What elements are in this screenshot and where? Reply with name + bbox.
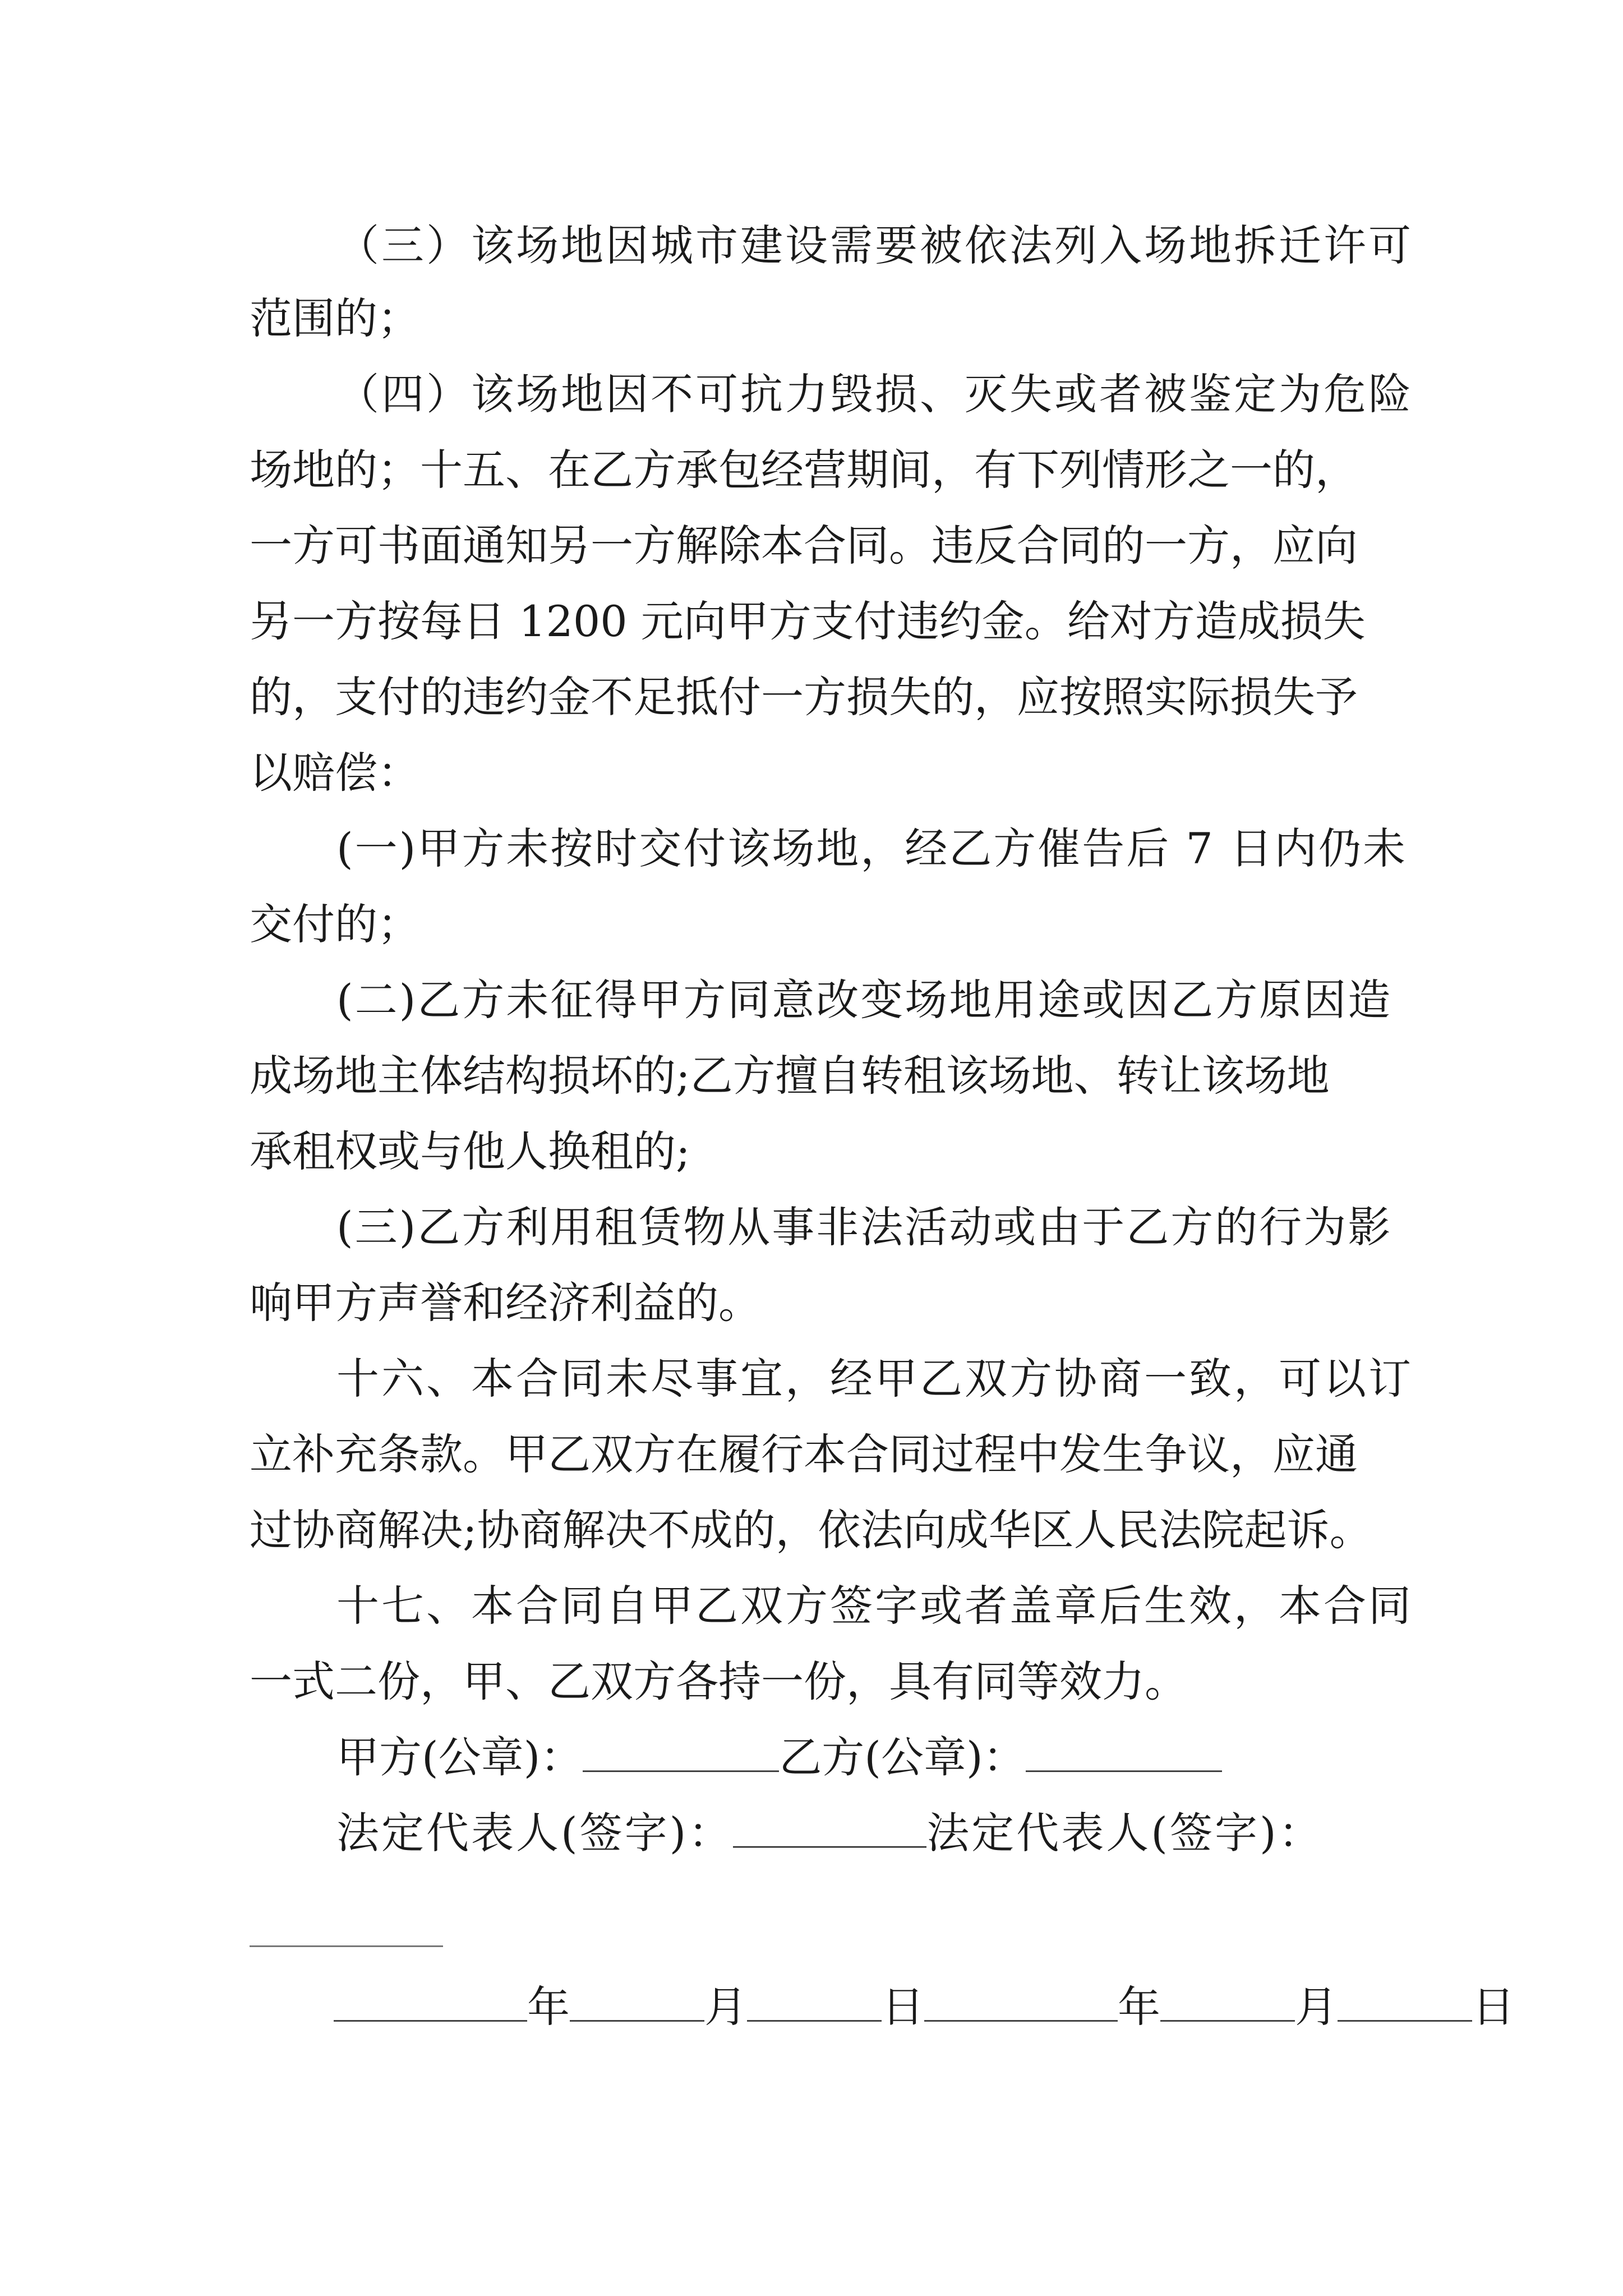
rep-b-blank — [250, 1945, 443, 1947]
paragraph-line: 过协商解决;协商解决不成的，依法向成华区人民法院起诉。 — [250, 1505, 1372, 1555]
paragraph-line: （四）该场地因不可抗力毁损、灭失或者被鉴定为危险 — [336, 369, 1413, 419]
paragraph-line: (三)乙方利用租赁物从事非法活动或由于乙方的行为影 — [336, 1202, 1393, 1252]
date-b-year-blank — [924, 2014, 1118, 2022]
paragraph-line: 另一方按每日 1200 元向甲方支付违约金。给对方造成损失 — [250, 596, 1366, 646]
date-b-day-blank — [1338, 2014, 1472, 2022]
paragraph-line: 范围的； — [250, 293, 420, 343]
date-a-day-label: 日 — [882, 1982, 924, 2032]
date-b-year-label: 年 — [1118, 1982, 1160, 2032]
date-a-month-blank — [570, 2014, 704, 2022]
rep-b-label: 法定代表人(签字)： — [926, 1808, 1324, 1858]
paragraph-line: 成场地主体结构损坏的;乙方擅自转租该场地、转让该场地 — [250, 1051, 1330, 1101]
representative-line — [336, 1808, 1324, 1858]
paragraph-line: 以赔偿： — [250, 748, 420, 798]
paragraph-line: （三）该场地因城市建设需要被依法列入场地拆迁许可 — [336, 220, 1413, 270]
paragraph-line: 十七、本合同自甲乙双方签字或者盖章后生效，本合同 — [336, 1581, 1413, 1631]
date-a-year-label: 年 — [527, 1982, 570, 2032]
party-a-seal-label: 甲方(公章)： — [336, 1732, 583, 1782]
paragraph-line: 一式二份，甲、乙双方各持一份，具有同等效力。 — [250, 1657, 1187, 1706]
paragraph-line: 立补充条款。甲乙双方在履行本合同过程中发生争议，应通 — [250, 1429, 1358, 1479]
paragraph-line: (一)甲方未按时交付该场地，经乙方催告后 7 日内仍未 — [336, 823, 1407, 873]
paragraph-line: (二)乙方未征得甲方同意改变场地用途或因乙方原因造 — [336, 975, 1393, 1025]
paragraph-line: 的，支付的违约金不足抵付一方损失的，应按照实际损失予 — [250, 672, 1358, 722]
party-b-seal-label: 乙方(公章)： — [779, 1732, 1026, 1782]
party-a-seal-blank — [583, 1765, 779, 1772]
date-a-day-blank — [747, 2014, 882, 2022]
date-a-month-label: 月 — [704, 1982, 747, 2032]
paragraph-line: 十六、本合同未尽事宜，经甲乙双方协商一致，可以订 — [336, 1354, 1413, 1404]
paragraph-line: 响甲方声誉和经济利益的。 — [250, 1278, 761, 1328]
rep-a-blank — [733, 1841, 926, 1848]
date-b-day-label: 日 — [1472, 1982, 1515, 2032]
paragraph-line: 承租权或与他人换租的; — [250, 1126, 690, 1176]
paragraph-line: 场地的；十五、在乙方承包经营期间，有下列情形之一的， — [250, 445, 1358, 495]
seal-line — [336, 1732, 1222, 1782]
paragraph-line: 交付的； — [250, 899, 420, 949]
party-b-seal-blank — [1026, 1765, 1222, 1772]
paragraph-line: 一方可书面通知另一方解除本合同。违反合同的一方，应向 — [250, 521, 1358, 570]
date-line — [334, 1982, 1515, 2032]
date-a-year-blank — [334, 2014, 527, 2022]
rep-a-label: 法定代表人(签字)： — [336, 1808, 734, 1858]
date-b-month-blank — [1160, 2014, 1295, 2022]
date-b-month-label: 月 — [1295, 1982, 1338, 2032]
